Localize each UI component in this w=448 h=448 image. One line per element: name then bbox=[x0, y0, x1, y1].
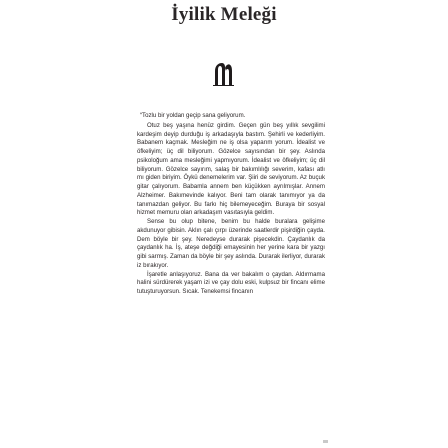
paragraph: Sense bu olup bitene, benim bu halde buralara gelişime akdunuyor gibisin. Aklın çalı çırpı üzerinde saatlerdir pişirdiğin çayda. Dem böyle bir şey. Neredeyse durarak pişecekdin. Çaydanlık da çaydanlık ha. İş, ateşe değdiği emayesinin her yerine kara bir yazgı gibi sarmış. Zaman da böyle bir şey aslında. Durarak ilerliyor, durarak iz bırakıyor. bbox=[137, 218, 325, 269]
page-title: İyilik Meleği bbox=[171, 4, 277, 25]
body-text bbox=[137, 112, 325, 297]
page-marker bbox=[323, 440, 328, 443]
stylized-letter-m-icon bbox=[212, 62, 234, 86]
paragraph: Otuz beş yaşına henüz girdim. Geçen gün beş yıllık sevgilimi kardeşim deyip durduğu iş arkadaşıyla bastım. Şehirli ve kederliyim. Babanem kaçmak. Mesleğim ne iş olsa yaparım yorum. İdealist ve öfkeliyim; üç dil biliyorum. Gözelce sayısından bir şey. Aslında psikoloğum ama mesleğimi yapmıyorum. İdealist ve öfkeliyim; üç dil biliyorum. Gözelce sayırım, salaş bir bakımlılığı severim, kafası atlı mı giden biriyim. Öykü denemelerim var. Şiiri de seviyorum. Az buçuk gitar çalıyorum. Babamla annem ben küçükken ayrılmışlar. Annem Alzheimer. Bakımevinde kalıyor. Beni tam olarak tanımıyor ya da tanımazdan geliyor. Bu farkı hiç bilemeyeceğim. Buraya bir sosyal hizmet memuru olan arkadaşım vasıtasıyla geldim. bbox=[137, 121, 325, 217]
paragraph: İşaretle anlaşıyoruz. Bana da ver bakalım o çaydan. Aldırmama halini sürdürerek yaşam izi ve çay dolu eski, kulpsuz bir fincanı elime tutuşturuyorsun. Sıcak. Tenekemsi fincanın bbox=[137, 270, 325, 295]
opening-line: “Tozlu bir yoldan geçip sana geliyorum. bbox=[140, 112, 246, 119]
